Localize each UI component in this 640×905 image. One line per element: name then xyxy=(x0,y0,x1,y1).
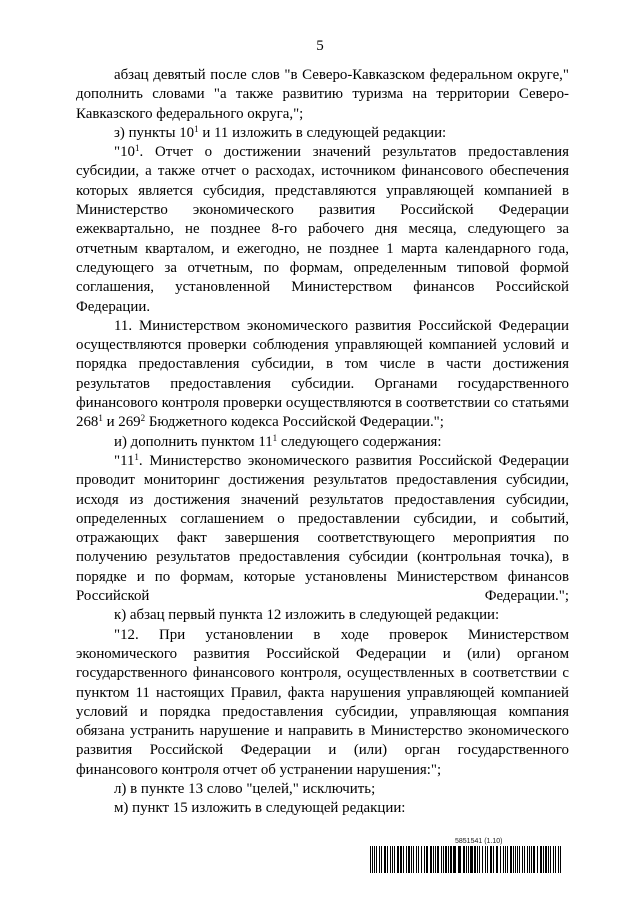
paragraph xyxy=(76,433,569,452)
superscript: 1 xyxy=(98,413,103,424)
paragraph-text: з) пункты 10 xyxy=(114,124,195,141)
superscript: 1 xyxy=(194,123,199,134)
paragraph xyxy=(76,780,569,799)
superscript: 1 xyxy=(134,451,139,462)
paragraph-text: к) абзац первый пункта 12 изложить в следующей редакции: xyxy=(114,607,500,624)
paragraph-text: . Отчет о достижении значений результатов предоставления субсидии, а также отчет о расходах, источником финансового обеспечения которых является субсидия, представляются управляющей компанией в Министерство экономического развития Российской Федерации ежеквартально, не позднее 8-го рабочего дня месяца, следующего за отчетным кварталом, и ежегодно, не позднее 1 марта календарного года, следующего за отчетным, по формам, определенным типовой формой соглашения, установленной Министерством финансов Российской Федерации. xyxy=(76,144,569,315)
paragraph-text: абзац девятый после слов "в Северо-Кавказском федеральном округе," дополнить словами "а также развитию туризма на территории Северо-Кавказского федерального округа,"; xyxy=(76,67,569,122)
paragraph-text: л) в пункте 13 слово "целей," исключить; xyxy=(114,780,376,797)
barcode xyxy=(370,846,563,873)
paragraph-text: и 11 изложить в следующей редакции: xyxy=(198,124,447,141)
superscript: 2 xyxy=(140,413,146,424)
superscript: 1 xyxy=(272,432,278,443)
paragraph xyxy=(76,143,569,317)
document-body xyxy=(76,66,569,819)
paragraph xyxy=(76,317,569,433)
paragraph xyxy=(76,606,569,625)
paragraph-text: . Министерство экономического развития Российской Федерации проводит мониторинг достижения результатов предоставления субсидии, исходя из достижения значений результатов предоставления субсидии, определенных соглашением о предоставлении субсидии, и событий, отражающих факт завершения соответствующего мероприятия по получению результатов предоставления субсидии (контрольная точка), в порядке и по формам, которые установлены Министерством финансов Российской Федерации."; xyxy=(76,452,569,605)
paragraph-text: Бюджетного кодекса Российской Федерации."; xyxy=(145,414,444,431)
paragraph-text: "10 xyxy=(114,144,135,161)
page-number: 5 xyxy=(316,38,324,54)
paragraph-text: м) пункт 15 изложить в следующей редакции: xyxy=(114,800,406,817)
paragraph-text: следующего содержания: xyxy=(277,433,442,450)
paragraph xyxy=(76,66,569,124)
paragraph xyxy=(76,452,569,606)
paragraph-text: "12. При установлении в ходе проверок Министерством экономического развития Российской Федерации и (или) органом государственного финансового контроля, осуществленных в соответствии с пунктом 11 настоящих Правил, факта нарушения управляющей компанией условий и порядка предоставления субсидии, управляющая компания обязана устранить нарушение и направить в Министерство экономического развития Российской Федерации и (или) орган государственного финансового контроля отчет об устранении нарушения:"; xyxy=(76,626,569,778)
paragraph xyxy=(76,799,569,818)
superscript: 1 xyxy=(134,143,140,154)
paragraph-text: 11. Министерством экономического развития Российской Федерации осуществляются проверки соблюдения управляющей компанией условий и порядка предоставления субсидии, в том числе в части достижения результатов предоставления субсидии. Органами государственного финансового контроля проверки осуществляются в соответствии со статьями 268 xyxy=(76,317,569,431)
paragraph xyxy=(76,124,569,143)
paragraph-text: и 269 xyxy=(102,414,141,431)
paragraph-text: и) дополнить пунктом 11 xyxy=(114,433,273,450)
paragraph-text: "11 xyxy=(114,452,135,469)
document-code: 5851541 (1.10) xyxy=(455,838,503,845)
paragraph xyxy=(76,626,569,780)
